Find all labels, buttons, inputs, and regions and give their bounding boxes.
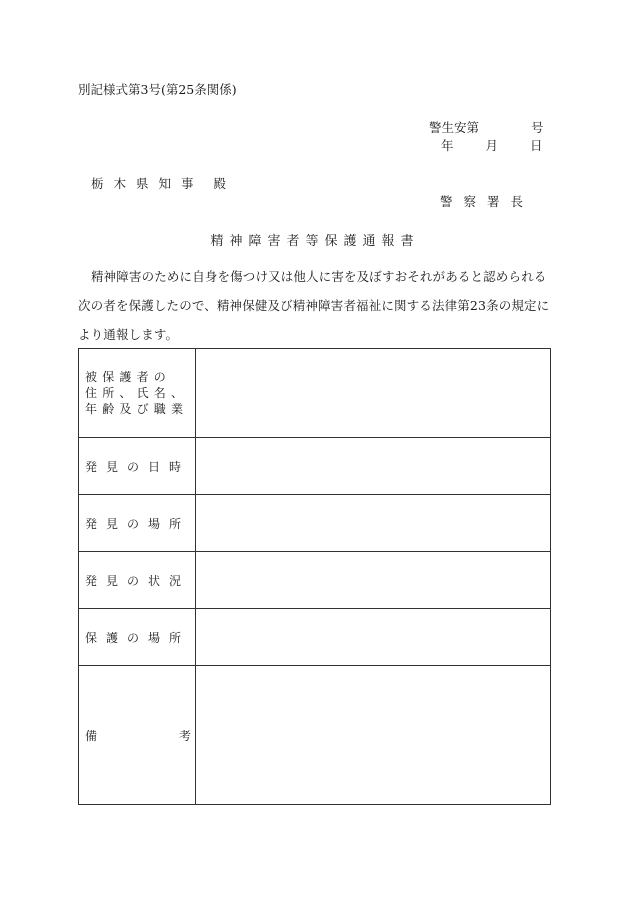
value-discovery-place[interactable] bbox=[196, 495, 551, 552]
document-title: 精神障害者等保護通報書 bbox=[210, 234, 420, 249]
label-discovery-place: 発見の場所 bbox=[79, 495, 196, 552]
table-row-protection-place bbox=[79, 609, 551, 666]
date-line bbox=[441, 136, 543, 154]
date-day: 日 bbox=[530, 138, 543, 153]
label-protection-place: 保護の場所 bbox=[79, 609, 196, 666]
reference-suffix: 号 bbox=[531, 120, 544, 135]
label-protected-person bbox=[79, 349, 196, 438]
value-protected-person[interactable] bbox=[196, 349, 551, 438]
label-line: 住所、氏名、 bbox=[85, 386, 189, 400]
label-discovery-datetime: 発見の日時 bbox=[79, 438, 196, 495]
value-discovery-situation[interactable] bbox=[196, 552, 551, 609]
addressee-name: 栃木県知事 bbox=[91, 176, 204, 191]
value-discovery-datetime[interactable] bbox=[196, 438, 551, 495]
label-discovery-situation: 発見の状況 bbox=[79, 552, 196, 609]
date-month: 月 bbox=[485, 138, 499, 153]
label-remarks-left: 備 bbox=[85, 728, 98, 743]
label-remarks bbox=[79, 666, 196, 805]
label-line: 年齢及び職業 bbox=[85, 402, 189, 416]
addressee-honorific: 殿 bbox=[213, 176, 237, 191]
label-line: 被保護者の bbox=[85, 370, 172, 384]
table-row-discovery-datetime bbox=[79, 438, 551, 495]
document-body: 精神障害のために自身を傷つけ又は他人に害を及ぼすおそれがあると認められる次の者を保護したので、精神保健及び精神障害者福祉に関する法律第23条の規定により通報します。 bbox=[78, 269, 550, 342]
table-row-discovery-situation bbox=[79, 552, 551, 609]
label-remarks-right: 考 bbox=[178, 728, 191, 743]
sender: 警察署長 bbox=[440, 194, 535, 209]
value-remarks[interactable] bbox=[196, 666, 551, 805]
table-row-discovery-place bbox=[79, 495, 551, 552]
report-table bbox=[78, 348, 551, 805]
table-row-remarks bbox=[79, 666, 551, 805]
table-row-protected-person bbox=[79, 349, 551, 438]
reference-prefix: 警生安第 bbox=[429, 120, 480, 135]
reference-number bbox=[429, 118, 544, 136]
value-protection-place[interactable] bbox=[196, 609, 551, 666]
form-number: 別記様式第3号(第25条関係) bbox=[78, 82, 237, 97]
addressee bbox=[91, 174, 236, 192]
date-year: 年 bbox=[441, 138, 454, 153]
